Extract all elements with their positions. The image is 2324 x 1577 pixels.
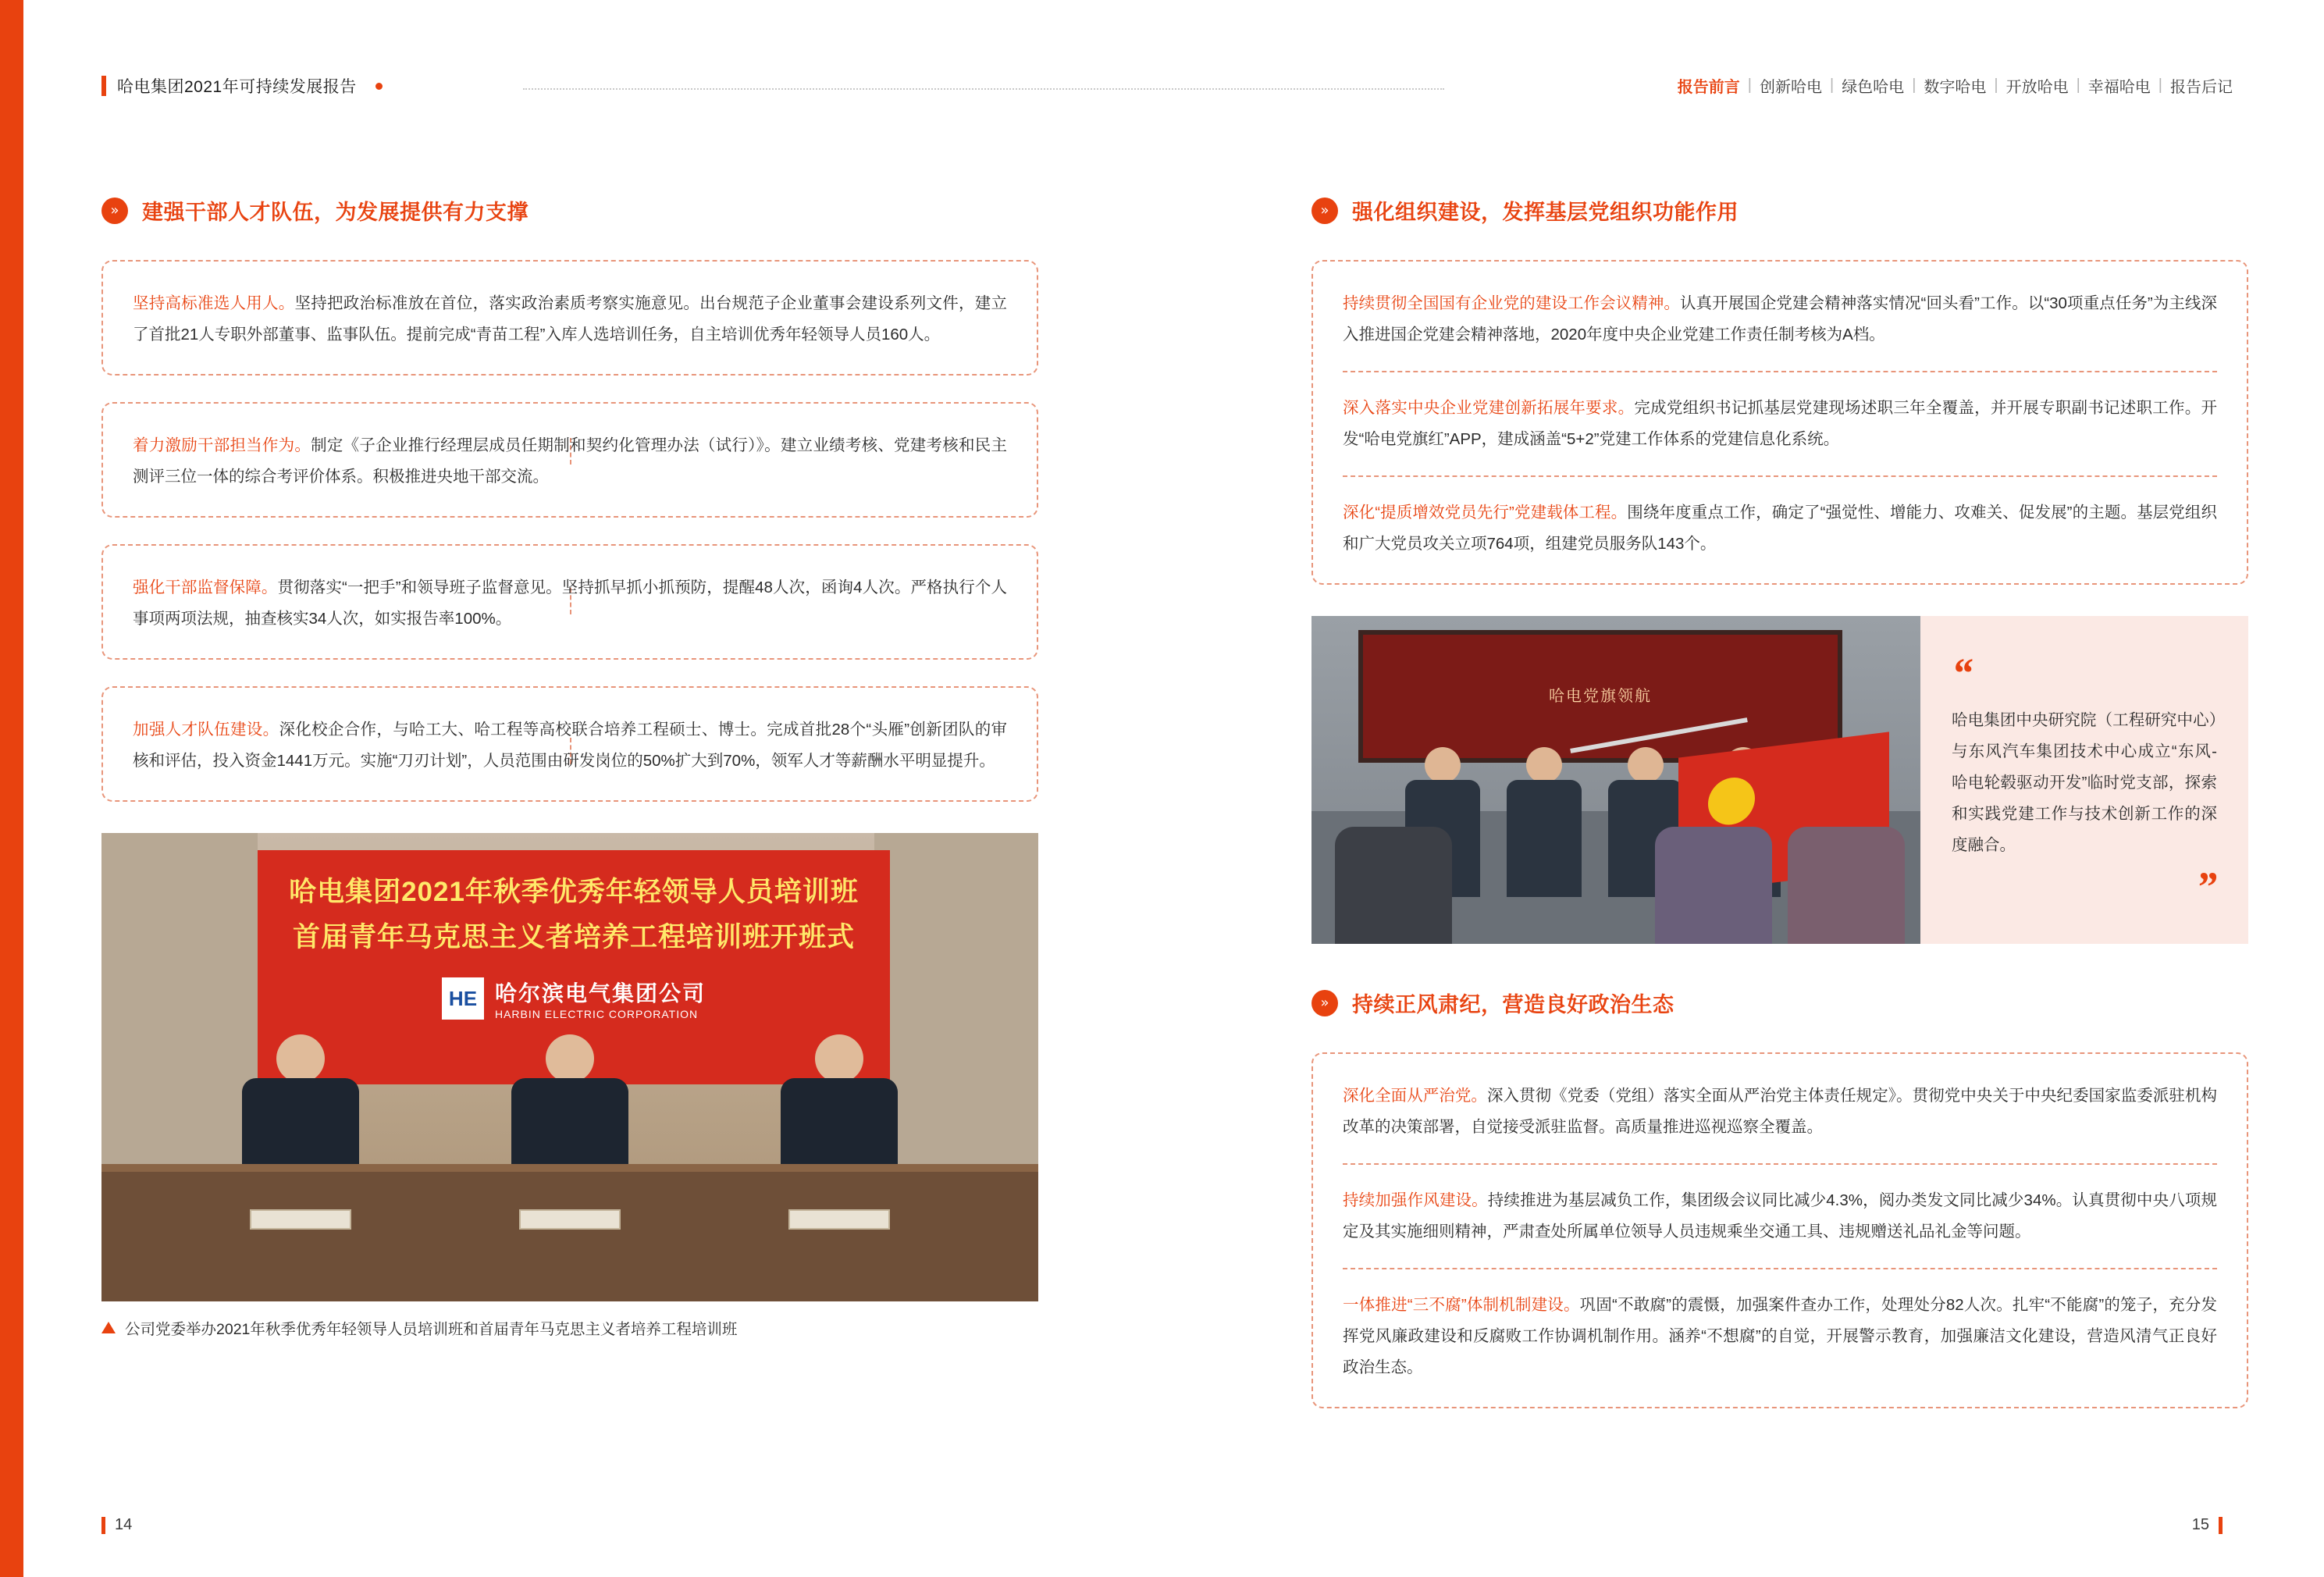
party-flag-photo	[1311, 616, 1920, 944]
nav-item-2[interactable]: 绿色哈电	[1842, 79, 1905, 96]
nav-item-1[interactable]: 创新哈电	[1759, 79, 1822, 96]
flag-photo-block	[1311, 616, 2248, 944]
emblem-icon	[1708, 775, 1755, 828]
content-panel	[101, 402, 1038, 518]
content-panel	[101, 686, 1038, 802]
paragraph	[1343, 371, 2217, 455]
paragraph-text: 贯彻落实“一把手”和领导班子监督意见。坚持抓早抓小抓预防，提醒48人次，函询4人次。严格执行个人事项两项法规，抽查核实34人次，如实报告率100%。	[133, 578, 1008, 628]
left-section-heading	[101, 195, 1038, 226]
paragraph-keyword: 着力激励干部担当作为。	[133, 436, 311, 454]
nav-item-5[interactable]: 幸福哈电	[2087, 79, 2151, 96]
screen-text: 哈电党旗领航	[1549, 688, 1652, 705]
training-photo	[101, 833, 1038, 1301]
page-number-right	[2192, 1516, 2223, 1534]
document-title: 哈电集团2021年可持续发展报告	[117, 78, 357, 96]
section-title-organization: 强化组织建设，发挥基层党组织功能作用	[1352, 201, 1739, 224]
triangle-marker-icon	[101, 1322, 116, 1333]
name-plate	[250, 1209, 351, 1230]
content-panel-discipline	[1311, 1052, 2248, 1408]
nav-item-3[interactable]: 数字哈电	[1924, 79, 1987, 96]
right-section1-heading	[1311, 195, 2248, 226]
paragraph-keyword: 加强人才队伍建设。	[133, 721, 279, 739]
banner-line-1: 哈电集团2021年秋季优秀年轻领导人员培训班	[289, 877, 859, 907]
training-photo-block	[101, 833, 1038, 1339]
left-panel-stack	[101, 260, 1038, 802]
foreground-figure	[1655, 827, 1772, 944]
content-panel-organization	[1311, 260, 2248, 585]
paragraph-text: 围绕年度重点工作，确定了“强觉性、增能力、攻难关、促发展”的主题。基层党组织和广大党员攻关立项764项，组建党员服务队143个。	[1343, 504, 2218, 553]
paragraph-keyword: 持续贯彻全国国有企业党的建设工作会议精神。	[1343, 294, 1680, 312]
paragraph-text: 制定《子企业推行经理层成员任期制和契约化管理办法（试行）》。建立业绩考核、党建考核和民主测评三位一体的综合考评价体系。积极推进央地干部交流。	[133, 436, 1008, 486]
page-number-left	[101, 1516, 132, 1534]
quote-close-icon: ”	[2196, 863, 2217, 910]
nav-item-4[interactable]: 开放哈电	[2005, 79, 2069, 96]
nav-separator: |	[1747, 77, 1752, 94]
left-column	[101, 195, 1038, 1339]
seated-person	[242, 1034, 359, 1164]
paragraph	[1343, 288, 2217, 351]
paragraph-keyword: 深化“提质增效党员先行”党建载体工程。	[1343, 504, 1628, 522]
nav-item-6[interactable]: 报告后记	[2170, 79, 2233, 96]
page-title: 建强干部人才队伍，为发展提供有力支撑	[142, 201, 529, 224]
banner-line-2: 首届青年马克思主义者培养工程培训班开班式	[292, 922, 855, 952]
content-panel	[101, 260, 1038, 376]
chevron-double-right-icon: »	[101, 198, 128, 224]
paragraph-keyword: 强化干部监督保障。	[133, 578, 278, 596]
corporate-logo	[442, 977, 706, 1020]
content-panel	[101, 544, 1038, 660]
caption-text: 公司党委举办2021年秋季优秀年轻领导人员培训班和首届青年马克思主义者培养工程培训班	[125, 1321, 738, 1338]
paragraph	[133, 288, 1007, 351]
page-header	[101, 74, 2240, 105]
logo-mark: HE	[442, 977, 484, 1020]
quote-text: 哈电集团中央研究院（工程研究中心）与东风汽车集团技术中心成立“东风-哈电轮毂驱动开发”临时党支部，探索和实践党建工作与技术创新工作的深度融合。	[1952, 711, 2217, 854]
paragraph	[1343, 1163, 2217, 1248]
paragraph-text: 持续推进为基层减负工作，集团级会议同比减少4.3%，阅办类发文同比减少34%。认真贯彻中央八项规定及其实施细则精神，严肃查处所属单位领导人员违规乘坐交通工具、违规赠送礼品礼金等问题。	[1343, 1191, 2217, 1241]
name-plate	[788, 1209, 890, 1230]
paragraph-keyword: 深入落实中央企业党建创新拓展年要求。	[1343, 399, 1635, 417]
photo-caption	[101, 1317, 1038, 1339]
right-section2-heading	[1311, 988, 2248, 1018]
paragraph-text: 深入贯彻《党委（党组）落实全面从严治党主体责任规定》。贯彻党中央关于中央纪委国家监委派驻机构改革的决策部署，自觉接受派驻监督。高质量推进巡视巡察全覆盖。	[1343, 1087, 2218, 1136]
nav-separator: |	[1912, 77, 1916, 94]
seated-person	[511, 1034, 628, 1164]
paragraph-text: 深化校企合作，与哈工大、哈工程等高校联合培养工程硕士、博士。完成首批28个“头雁”创新团队的审核和评估，投入资金1441万元。实施“刀刃计划”，人员范围由研发岗位的50%扩大到70%，领军人才等薪酬水平明显提升。	[133, 721, 1008, 770]
header-dot-icon	[375, 83, 383, 90]
paragraph	[1343, 475, 2217, 560]
header-dotted-rule	[523, 88, 1444, 90]
section-title-discipline: 持续正风肃纪，营造良好政治生态	[1352, 993, 1674, 1016]
paragraph-keyword: 深化全面从严治党。	[1343, 1087, 1487, 1105]
foreground-figure	[1788, 827, 1905, 944]
quote-box	[1920, 616, 2248, 944]
paragraph	[1343, 1080, 2217, 1143]
paragraph	[133, 714, 1007, 777]
paragraph	[133, 430, 1007, 493]
logo-name-en: HARBIN ELECTRIC CORPORATION	[494, 1008, 699, 1020]
paragraph-text: 完成党组织书记抓基层党建现场述职三年全覆盖，并开展专职副书记述职工作。开发“哈电党旗红”APP，建成涵盖“5+2”党建工作体系的党建信息化系统。	[1343, 399, 2218, 448]
seated-person	[781, 1034, 898, 1164]
logo-name-cn: 哈尔滨电气集团公司	[494, 981, 706, 1006]
page-number-left-text: 14	[115, 1516, 133, 1533]
nav-separator: |	[2076, 77, 2080, 94]
paragraph	[1343, 1268, 2217, 1383]
chevron-double-right-icon: »	[1311, 990, 1338, 1016]
paragraph-keyword: 坚持高标准选人用人。	[133, 294, 295, 312]
standing-person	[1507, 747, 1582, 897]
conference-table	[101, 1164, 1038, 1301]
paragraph-text: 巩固“不敢腐”的震慑，加强案件查办工作，处理处分82人次。扎牢“不能腐”的笼子，充分发挥党风廉政建设和反腐败工作协调机制作用。涵养“不想腐”的自觉，开展警示教育，加强廉洁文化建设，营造风清气正良好政治生态。	[1343, 1296, 2217, 1376]
foreground-figure	[1335, 827, 1452, 944]
nav-separator: |	[2158, 77, 2162, 94]
chevron-double-right-icon: »	[1311, 198, 1338, 224]
nav-separator: |	[1994, 77, 1998, 94]
page-number-accent	[101, 1517, 105, 1534]
header-title-group	[101, 74, 383, 98]
nav-item-0[interactable]: 报告前言	[1677, 79, 1740, 96]
paragraph-text: 认真开展国企党建会精神落实情况“回头看”工作。以“30项重点任务”为主线深入推进国企党建会精神落地，2020年度中央企业党建工作责任制考核为A档。	[1343, 294, 2217, 344]
paragraph	[133, 572, 1007, 635]
left-edge-accent-bar	[0, 0, 23, 1577]
right-column	[1311, 195, 2248, 1408]
page-number-accent	[2219, 1517, 2223, 1534]
quote-open-icon: “	[1952, 650, 1973, 696]
nav-separator: |	[1829, 77, 1835, 94]
paragraph-keyword: 一体推进“三不腐”体制机制建设。	[1343, 1296, 1580, 1314]
paragraph-text: 坚持把政治标准放在首位，落实政治素质考察实施意见。出台规范子企业董事会建设系列文件，建立了首批21人专职外部董事、监事队伍。提前完成“青苗工程”入库人选培训任务，自主培训优秀年轻领导人员160人。	[133, 294, 1007, 344]
paragraph-keyword: 持续加强作风建设。	[1343, 1191, 1488, 1209]
page-number-right-text: 15	[2191, 1516, 2209, 1533]
header-accent-bar	[101, 76, 106, 96]
header-nav	[1670, 74, 2240, 97]
name-plate	[519, 1209, 621, 1230]
